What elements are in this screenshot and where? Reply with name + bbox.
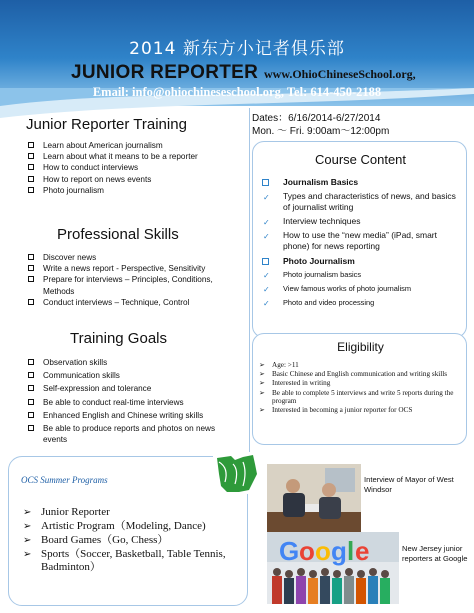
course-content-box xyxy=(252,141,467,338)
training-title: Junior Reporter Training xyxy=(26,116,187,133)
list-item: ➢ Be able to complete 5 interviews and write 5 reports during the program xyxy=(259,388,454,405)
arrow-bullet-icon: ➢ xyxy=(23,521,32,532)
arrow-bullet-icon: ➢ xyxy=(23,549,32,560)
bottom-section xyxy=(8,452,471,610)
list-item: Enhanced English and Chinese writing skills xyxy=(28,410,228,421)
arrow-bullet-icon: ➢ xyxy=(259,379,265,388)
list-item: ➢ Board Games（Go, Chess） xyxy=(23,534,169,546)
list-item: How to report on news events xyxy=(28,174,243,185)
list-item: ➢ Interested in writing xyxy=(259,379,331,388)
schedule xyxy=(252,112,467,138)
schedule-dates: Dates：6/16/2014-6/27/2014 xyxy=(252,113,381,124)
header-website[interactable]: www.OhioChineseSchool.org, xyxy=(264,67,416,81)
list-item: ✓ Interview techniques xyxy=(263,216,361,227)
list-item: ✓ Photo and video processing xyxy=(263,298,375,308)
course-list xyxy=(259,176,464,312)
schedule-times: Mon. ～ Fri. 9:00am～12:00pm xyxy=(252,126,390,137)
list-item: Observation skills xyxy=(28,357,228,368)
square-bullet-icon xyxy=(28,153,34,159)
checkmark-icon: ✓ xyxy=(263,193,270,202)
eligibility-box xyxy=(252,333,467,445)
list-item: How to conduct interviews xyxy=(28,162,243,173)
list-item: Write a news report - Perspective, Sensitivity xyxy=(28,263,233,274)
square-bullet-icon xyxy=(28,164,34,170)
list-item: ✓ View famous works of photo journalism xyxy=(263,284,412,294)
list-item: ✓ Photo journalism basics xyxy=(263,270,362,280)
course-heading-journalism: Journalism Basics xyxy=(259,176,464,188)
arrow-bullet-icon: ➢ xyxy=(259,388,265,397)
list-item: Be able to conduct real-time interviews xyxy=(28,397,228,408)
square-bullet-icon xyxy=(28,359,34,365)
list-item: Photo journalism xyxy=(28,185,243,196)
square-bullet-icon xyxy=(28,412,34,418)
checkmark-icon: ✓ xyxy=(263,232,270,241)
square-bullet-icon xyxy=(28,176,34,182)
square-bullet-icon xyxy=(28,299,34,305)
mayor-interview-photo xyxy=(267,464,361,534)
eligibility-title: Eligibility xyxy=(337,340,384,354)
google-group-photo xyxy=(267,532,399,604)
skills-list xyxy=(28,252,233,308)
skills-title: Professional Skills xyxy=(57,226,179,243)
arrow-bullet-icon: ➢ xyxy=(259,361,265,369)
svg-text:o: o xyxy=(299,536,315,566)
list-item: ➢ Basic Chinese and English communication and writing skills xyxy=(259,370,448,379)
square-bullet-icon xyxy=(28,385,34,391)
header-subtitle: JUNIOR REPORTER xyxy=(71,62,259,83)
course-heading-photo: Photo Journalism xyxy=(259,255,464,267)
arrow-bullet-icon: ➢ xyxy=(259,406,265,415)
list-item: Self-expression and tolerance xyxy=(28,383,228,394)
eligibility-list xyxy=(259,361,464,415)
photo-caption-google: New Jersey junior reporters at Google xyxy=(402,544,468,563)
svg-text:o: o xyxy=(315,536,331,566)
summer-programs-list xyxy=(23,506,243,575)
ocs-logo-icon xyxy=(213,452,261,496)
square-bullet-icon xyxy=(28,399,34,405)
goals-title: Training Goals xyxy=(70,330,167,347)
square-bullet-icon xyxy=(28,265,34,271)
svg-text:G: G xyxy=(279,536,300,566)
svg-text:g: g xyxy=(331,536,347,566)
training-list xyxy=(28,140,243,196)
list-item: Communication skills xyxy=(28,370,228,381)
list-item: ➢ Junior Reporter xyxy=(23,506,110,518)
list-item: ✓ Types and characteristics of news, and basics of journalist writing xyxy=(263,191,456,212)
summer-programs-title: OCS Summer Programs xyxy=(21,475,108,485)
list-item: Be able to produce reports and photos on news events xyxy=(28,423,228,445)
summer-programs-box xyxy=(8,456,248,606)
left-column xyxy=(10,108,250,452)
course-title: Course Content xyxy=(314,152,407,167)
checkmark-icon: ✓ xyxy=(263,218,270,227)
list-item: ✓ How to use the “new media” (iPad, smart phone) for news reporting xyxy=(263,230,438,251)
arrow-bullet-icon: ➢ xyxy=(23,507,32,518)
square-bullet-icon xyxy=(28,187,34,193)
svg-text:l: l xyxy=(347,536,355,566)
square-bullet-icon xyxy=(28,142,34,148)
list-item: Discover news xyxy=(28,252,233,263)
list-item: Learn about American journalism xyxy=(28,140,243,151)
list-item: ➢ Sports（Soccer, Basketball, Table Tennis, Badminton） xyxy=(23,548,226,573)
square-bullet-icon xyxy=(28,372,34,378)
photo-caption-mayor: Interview of Mayor of West Windsor xyxy=(364,475,454,494)
square-bullet-icon xyxy=(28,254,34,260)
square-bullet-icon xyxy=(28,276,34,282)
list-item: Prepare for interviews – Principles, Conditions, Methods xyxy=(28,274,233,296)
square-bullet-icon xyxy=(262,179,269,186)
checkmark-icon: ✓ xyxy=(263,299,270,308)
list-item: ➢ Artistic Program（Modeling, Dance) xyxy=(23,520,206,532)
list-item: ➢ Interested in becoming a junior reporter for OCS xyxy=(259,406,413,415)
list-item: Conduct interviews – Technique, Control xyxy=(28,297,233,308)
square-bullet-icon xyxy=(262,258,269,265)
header-contact: Email: info@ohiochineseschool.org, Tel: 614-450-2188 xyxy=(92,85,382,99)
header-title: 2014 新东方小记者俱乐部 xyxy=(129,39,345,59)
list-item: ➢ Age: >11 xyxy=(259,361,299,369)
checkmark-icon: ✓ xyxy=(263,285,270,294)
arrow-bullet-icon: ➢ xyxy=(259,370,265,379)
arrow-bullet-icon: ➢ xyxy=(23,535,32,546)
square-bullet-icon xyxy=(28,425,34,431)
list-item: Learn about what it means to be a reporter xyxy=(28,151,243,162)
goals-list xyxy=(28,357,228,445)
checkmark-icon: ✓ xyxy=(263,271,270,280)
svg-text:e: e xyxy=(355,536,370,566)
